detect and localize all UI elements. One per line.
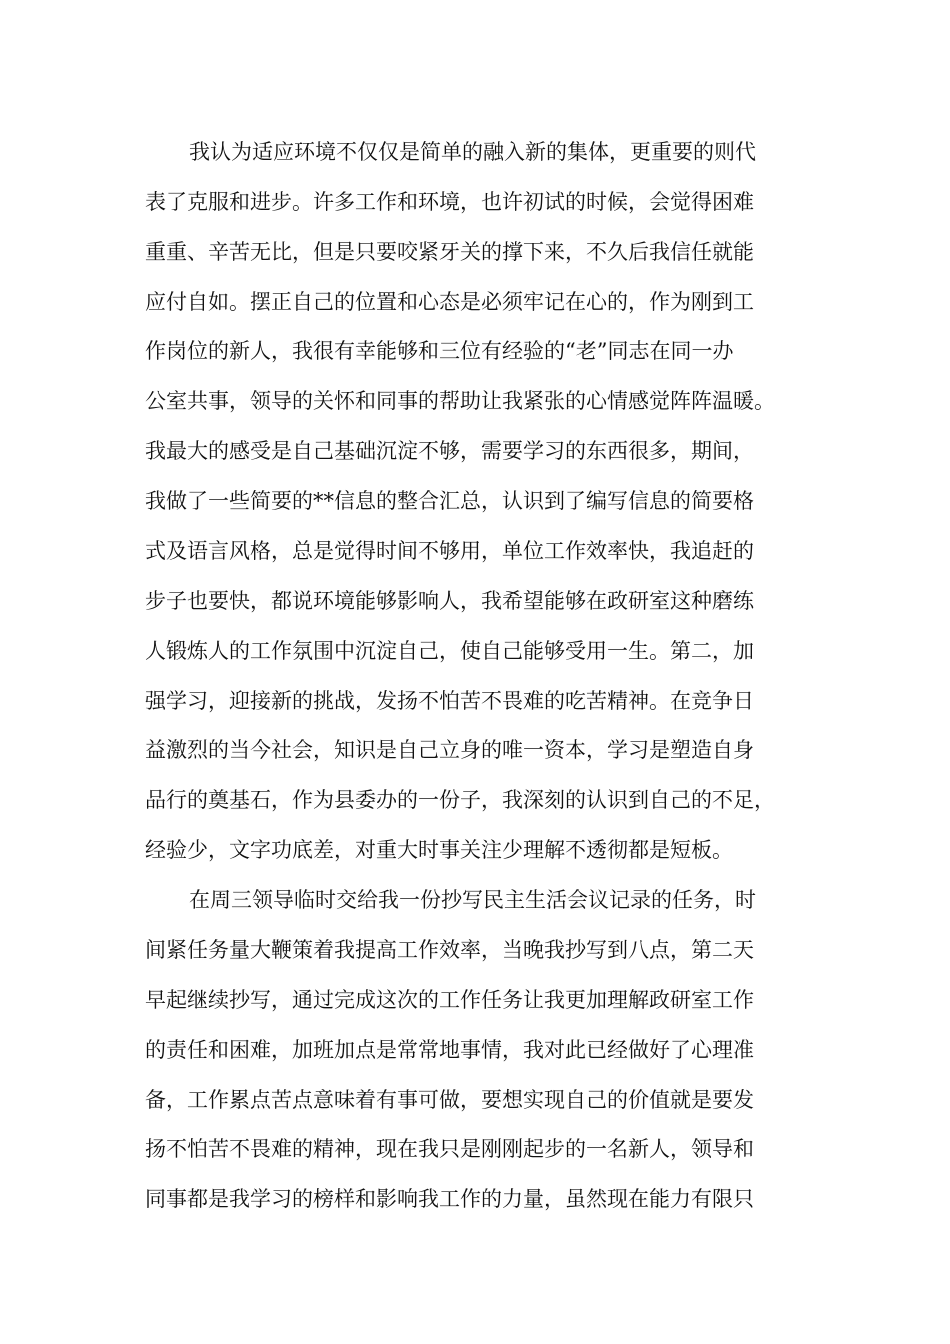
- paragraph-line: 间紧任务量大鞭策着我提高工作效率，当晚我抄写到八点，第二天: [145, 938, 754, 962]
- paragraph-line: 备，工作累点苦点意味着有事可做，要想实现自己的价值就是要发: [145, 1088, 754, 1112]
- paragraph-line: 人锻炼人的工作氛围中沉淀自己，使自己能够受用一生。第二，加: [145, 639, 754, 663]
- paragraph-line: 重重、辛苦无比，但是只要咬紧牙关的撑下来，不久后我信任就能: [145, 240, 754, 264]
- paragraph-line: 强学习，迎接新的挑战，发扬不怕苦不畏难的吃苦精神。在竞争日: [145, 689, 754, 713]
- paragraph-line: 早起继续抄写，通过完成这次的工作任务让我更加理解政研室工作: [145, 988, 754, 1012]
- paragraph-line: 我认为适应环境不仅仅是简单的融入新的集体，更重要的则代: [189, 140, 756, 164]
- paragraph-line: 应付自如。摆正自己的位置和心态是必须牢记在心的，作为刚到工: [145, 290, 754, 314]
- paragraph-line: 作岗位的新人，我很有幸能够和三位有经验的“老”同志在同一办: [145, 339, 734, 363]
- paragraph-line: 步子也要快，都说环境能够影响人，我希望能够在政研室这种磨练: [145, 589, 754, 613]
- paragraph-line: 品行的奠基石，作为县委办的一份子，我深刻的认识到自己的不足，: [145, 788, 775, 812]
- paragraph-line: 经验少，文字功底差，对重大时事关注少理解不透彻都是短板。: [145, 838, 733, 862]
- paragraph-line: 公室共事，领导的关怀和同事的帮助让我紧张的心情感觉阵阵温暖。: [145, 389, 775, 413]
- paragraph-line: 我最大的感受是自己基础沉淀不够，需要学习的东西很多，期间，: [145, 439, 754, 463]
- paragraph-line: 式及语言风格，总是觉得时间不够用，单位工作效率快，我追赶的: [145, 539, 754, 563]
- paragraph-line: 的责任和困难，加班加点是常常地事情，我对此已经做好了心理准: [145, 1038, 754, 1062]
- paragraph-line: 在周三领导临时交给我一份抄写民主生活会议记录的任务，时: [189, 888, 756, 912]
- paragraph-line: 表了克服和进步。许多工作和环境，也许初试的时候，会觉得困难: [145, 190, 754, 214]
- paragraph-line: 我做了一些简要的**信息的整合汇总，认识到了编写信息的简要格: [145, 489, 754, 513]
- paragraph-line: 同事都是我学习的榜样和影响我工作的力量，虽然现在能力有限只: [145, 1187, 754, 1211]
- paragraph-line: 益激烈的当今社会，知识是自己立身的唯一资本，学习是塑造自身: [145, 738, 754, 762]
- paragraph-line: 扬不怕苦不畏难的精神，现在我只是刚刚起步的一名新人，领导和: [145, 1137, 754, 1161]
